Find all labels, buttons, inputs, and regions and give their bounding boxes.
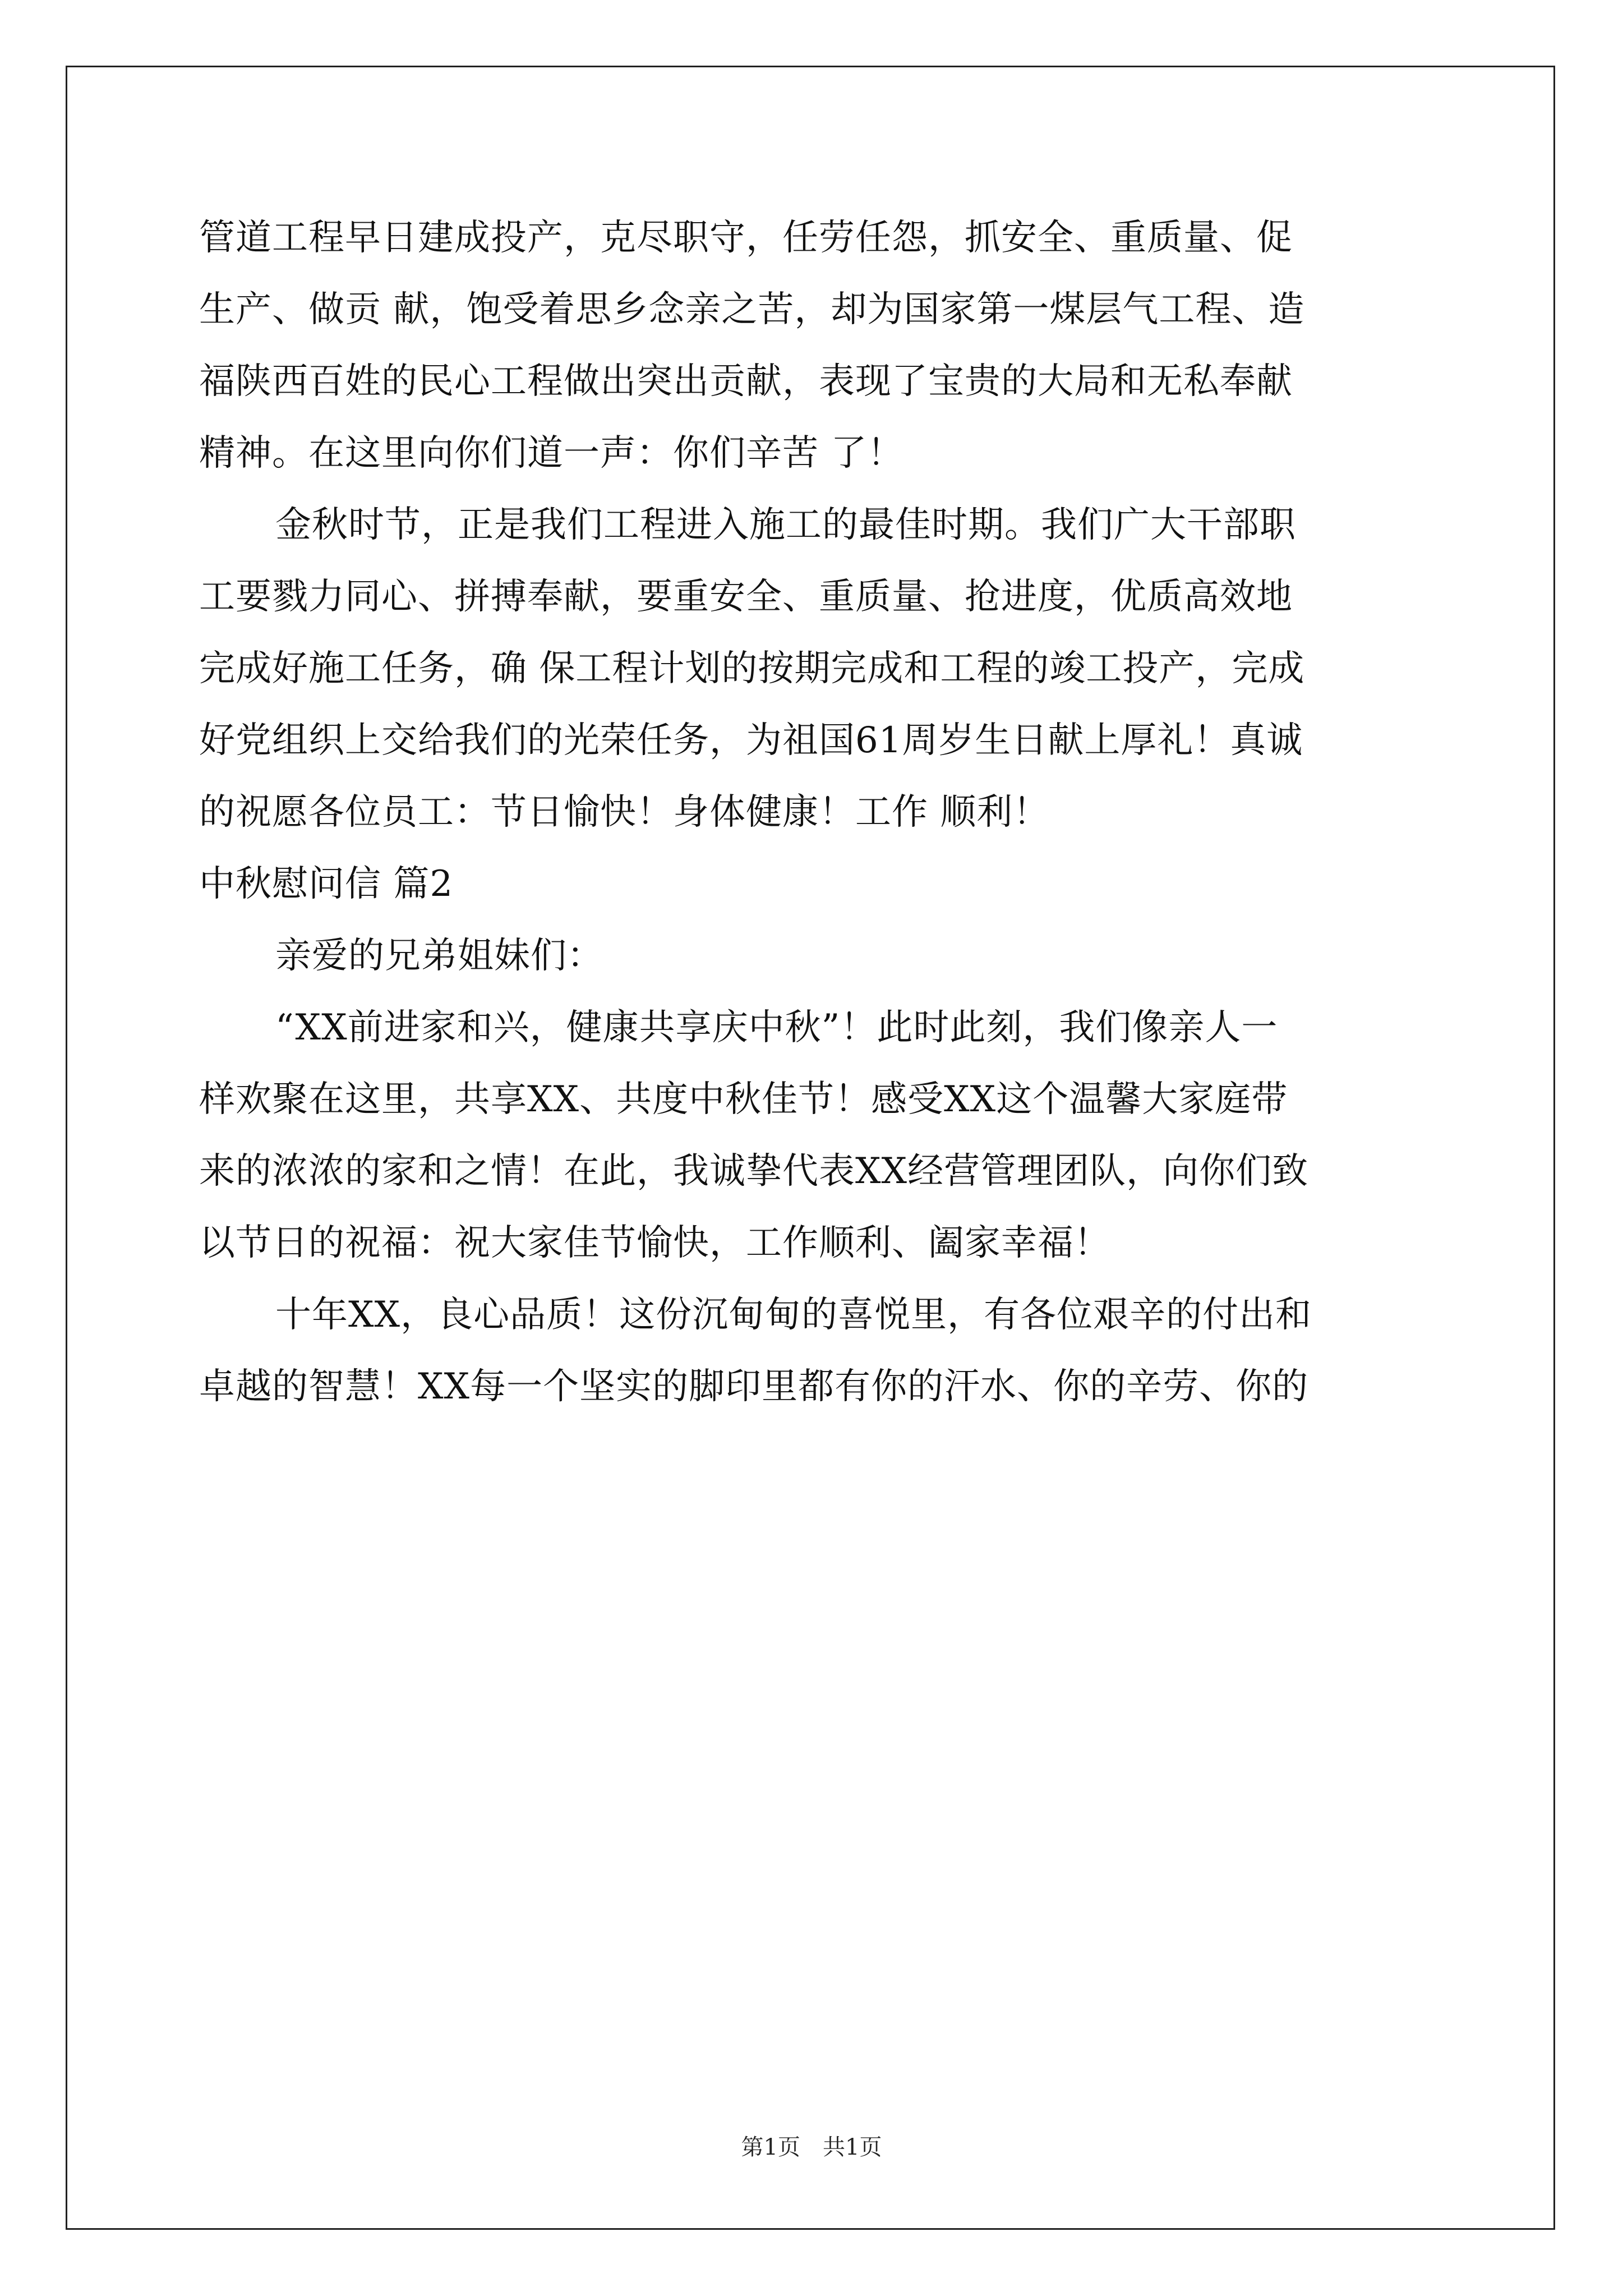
text-line: 卓越的智慧！XX每一个坚实的脚印里都有你的汗水、你的辛劳、你的 (199, 1366, 1309, 1407)
text-line: 样欢聚在这里，共享XX、共度中秋佳节！感受XX这个温馨大家庭带 (199, 1079, 1288, 1120)
text-line: 的祝愿各位员工：节日愉快！身体健康！工作 顺利！ (199, 792, 1050, 833)
text-line: “XX前进家和兴，健康共享庆中秋”！此时此刻，我们像亲人一 (275, 1007, 1278, 1048)
text-line: 好党组织上交给我们的光荣任务，为祖国61周岁生日献上厚礼！真诚 (199, 720, 1303, 761)
text-line: 完成好施工任务，确 保工程计划的按期完成和工程的竣工投产，完成 (199, 648, 1305, 689)
text-line: 工要戮力同心、拼搏奉献，要重安全、重质量、抢进度，优质高效地 (199, 576, 1293, 618)
salutation: 亲爱的兄弟姐妹们： (275, 935, 603, 977)
page-footer: 第1页 共1页 (741, 2134, 882, 2160)
text-line: 金秋时节，正是我们工程进入施工的最佳时期。我们广大干部职 (275, 504, 1296, 546)
section-heading: 中秋慰问信 篇2 (199, 863, 454, 905)
text-line: 精神。在这里向你们道一声：你们辛苦 了！ (199, 432, 904, 474)
text-line: 以节日的祝福：祝大家佳节愉快，工作顺利、阖家幸福！ (199, 1222, 1110, 1264)
document-body (199, 202, 1433, 1423)
text-line: 福陕西百姓的民心工程做出突出贡献，表现了宝贵的大局和无私奉献 (199, 361, 1293, 402)
text-line: 十年XX，良心品质！这份沉甸甸的喜悦里，有各位艰辛的付出和 (275, 1294, 1312, 1336)
text-line: 生产、做贡 献，饱受着思乡念亲之苦，却为国家第一煤层气工程、造 (199, 289, 1305, 330)
text-line: 管道工程早日建成投产，克尽职守，任劳任怨，抓安全、重质量、促 (199, 217, 1293, 259)
text-line: 来的浓浓的家和之情！在此，我诚挚代表XX经营管理团队，向你们致 (199, 1151, 1309, 1192)
